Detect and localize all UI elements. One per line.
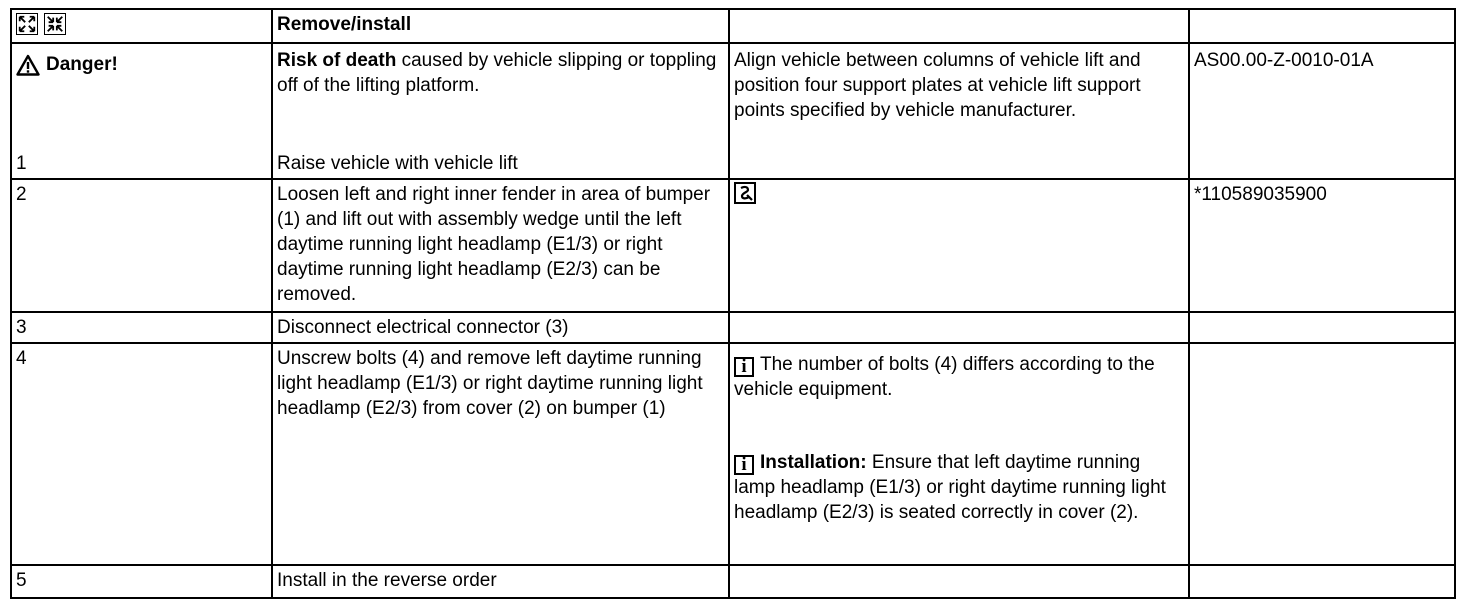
action-text: Install in the reverse order	[272, 565, 729, 598]
step-number: 5	[11, 565, 272, 598]
procedure-table	[10, 8, 1456, 599]
action-text: Loosen left and right inner fender in area of bumper (1) and lift out with assembly wedge until the left daytime running light headlamp (E1/3) or right daytime running light headlamp (E2/3) can be removed.	[272, 179, 729, 312]
note-text: Align vehicle between columns of vehicle lift and position four support plates at vehicle lift support points specified by vehicle manufacturer.	[734, 50, 1141, 121]
ref-cell	[1189, 312, 1455, 343]
action-text: Disconnect electrical connector (3)	[272, 312, 729, 343]
ref-link[interactable]: AS00.00-Z-0010-01A	[1194, 50, 1374, 71]
special-tool-icon[interactable]	[734, 182, 756, 204]
header-empty-3	[729, 9, 1189, 43]
ref-cell	[1189, 343, 1455, 565]
action-cell	[272, 43, 729, 179]
danger-risk-title: Risk of death	[277, 50, 397, 71]
table-row	[11, 43, 1455, 179]
header-title: Remove/install	[272, 9, 729, 43]
info-icon: i	[734, 357, 754, 377]
action-step-text: Raise vehicle with vehicle lift	[277, 153, 518, 174]
table-row	[11, 343, 1455, 565]
step-cell	[11, 43, 272, 179]
danger-label: Danger!	[46, 54, 118, 75]
header-row	[11, 9, 1455, 43]
note-cell	[729, 179, 1189, 312]
note-cell	[729, 565, 1189, 598]
expand-icon[interactable]	[16, 13, 38, 35]
table-row	[11, 312, 1455, 343]
danger-risk-text: caused by vehicle slipping or toppling off of the lifting platform.	[277, 50, 717, 96]
installation-note: Ensure that left daytime running lamp headlamp (E1/3) or right daytime running light headlamp (E2/3) is seated correctly in cover (2).	[734, 452, 1166, 523]
header-icons-cell	[11, 9, 272, 43]
step-number: 2	[11, 179, 272, 312]
collapse-icon[interactable]	[44, 13, 66, 35]
info-icon: i	[734, 455, 754, 475]
header-empty-4	[1189, 9, 1455, 43]
note-cell	[729, 343, 1189, 565]
step-number: 3	[11, 312, 272, 343]
step-number: 4	[11, 343, 272, 565]
ref-cell	[1189, 43, 1455, 179]
table-row	[11, 565, 1455, 598]
action-text: Unscrew bolts (4) and remove left daytime running light headlamp (E1/3) or right daytime running light headlamp (E2/3) from cover (2) on bumper (1)	[272, 343, 729, 565]
ref-link[interactable]: *110589035900	[1189, 179, 1455, 312]
step-number: 1	[16, 153, 27, 174]
ref-cell	[1189, 565, 1455, 598]
installation-label: Installation:	[760, 452, 867, 473]
warning-icon	[16, 54, 40, 76]
table-row	[11, 179, 1455, 312]
note-cell	[729, 312, 1189, 343]
note-cell	[729, 43, 1189, 179]
info-note-bolts: The number of bolts (4) differs according to the vehicle equipment.	[734, 354, 1155, 400]
